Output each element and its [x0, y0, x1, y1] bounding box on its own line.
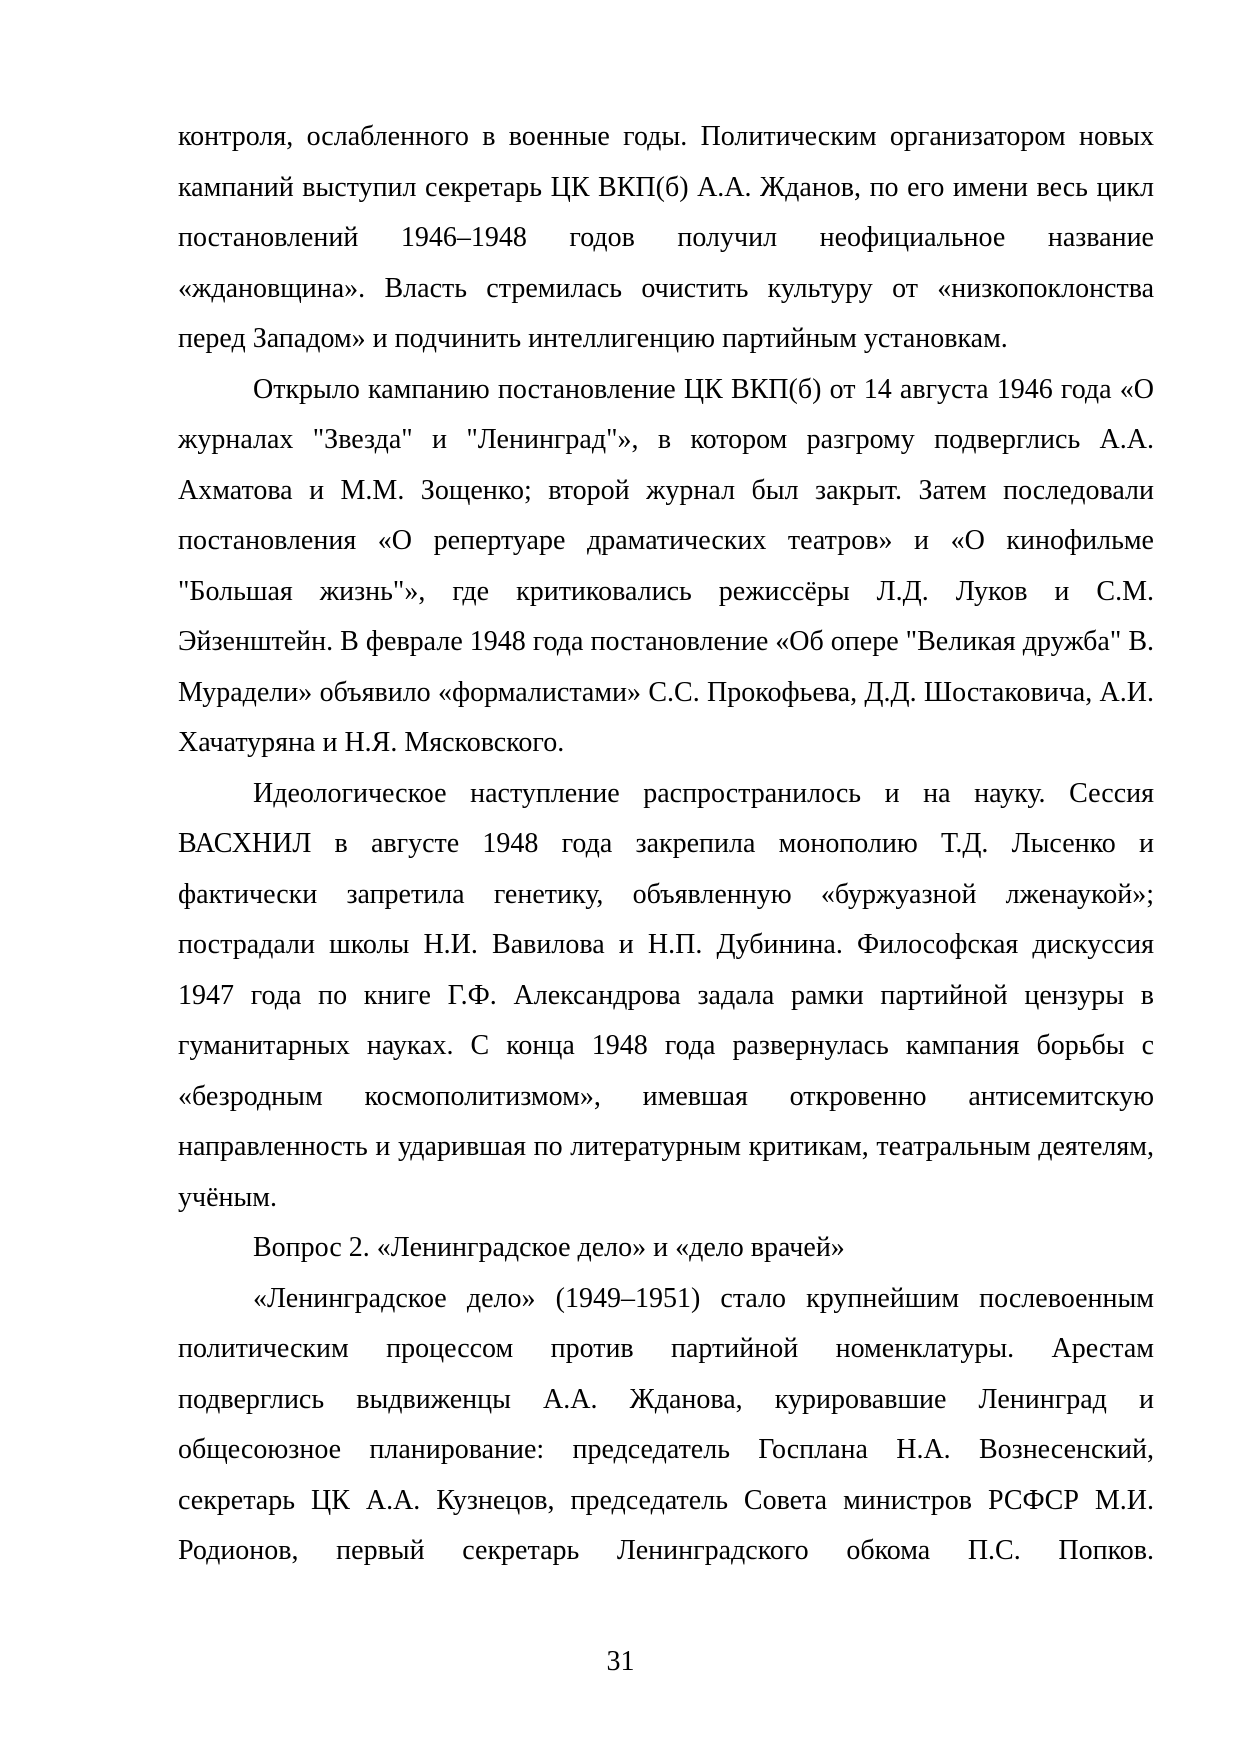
paragraph-continuation: контроля, ослабленного в военные годы. Политическим организатором новых кампаний выступил секретарь ЦК ВКП(б) А.А. Жданов, по его имени весь цикл постановлений 1946–1948 годов получил неофициальное название «ждановщина». Власть стремилась очистить культуру от «низкопоклонства перед Западом» и подчинить интеллигенцию партийным установкам. [178, 121, 1154, 354]
paragraph-campaign-decrees: Открыло кампанию постановление ЦК ВКП(б) от 14 августа 1946 года «О журналах "Звезда" и "Ленинград"», в котором разгрому подверглись А.А. Ахматова и М.М. Зощенко; второй журнал был закрыт. Затем последовали постановления «О репертуаре драматических театров» и «О кинофильме "Большая жизнь"», где критиковались режиссёры Л.Д. Луков и С.М. Эйзенштейн. В феврале 1948 года постановление «Об опере "Великая дружба" В. Мурадели» объявило «формалистами» С.С. Прокофьева, Д.Д. Шостаковича, А.И. Хачатуряна и Н.Я. Мясковского. [178, 373, 1154, 758]
section-heading-question-2: Вопрос 2. «Ленинградское дело» и «дело врачей» [253, 1232, 845, 1263]
paragraph-science-offensive: Идеологическое наступление распространилось и на науку. Сессия ВАСХНИЛ в августе 1948 года закрепила монополию Т.Д. Лысенко и фактически запретила генетику, объявленную «буржуазной лженаукой»; пострадали школы Н.И. Вавилова и Н.П. Дубинина. Философская дискуссия 1947 года по книге Г.Ф. Александрова задала рамки партийной цензуры в гуманитарных науках. С конца 1948 года развернулась кампания борьбы с «безродным космополитизмом», имевшая откровенно антисемитскую направленность и ударившая по литературным критикам, театральным деятелям, учёным. [178, 777, 1154, 1213]
page-number: 31 [606, 1646, 635, 1677]
document-body [178, 112, 1154, 1577]
paragraph-leningrad-affair: «Ленинградское дело» (1949–1951) стало крупнейшим послевоенным политическим процессом против партийной номенклатуры. Арестам подверглись выдвиженцы А.А. Жданова, курировавшие Ленинград и общесоюзное планирование: председатель Госплана Н.А. Вознесенский, секретарь ЦК А.А. Кузнецов, председатель Совета министров РСФСР М.И. Родионов, первый секретарь Ленинградского обкома П.С. Попков. [178, 1282, 1154, 1566]
